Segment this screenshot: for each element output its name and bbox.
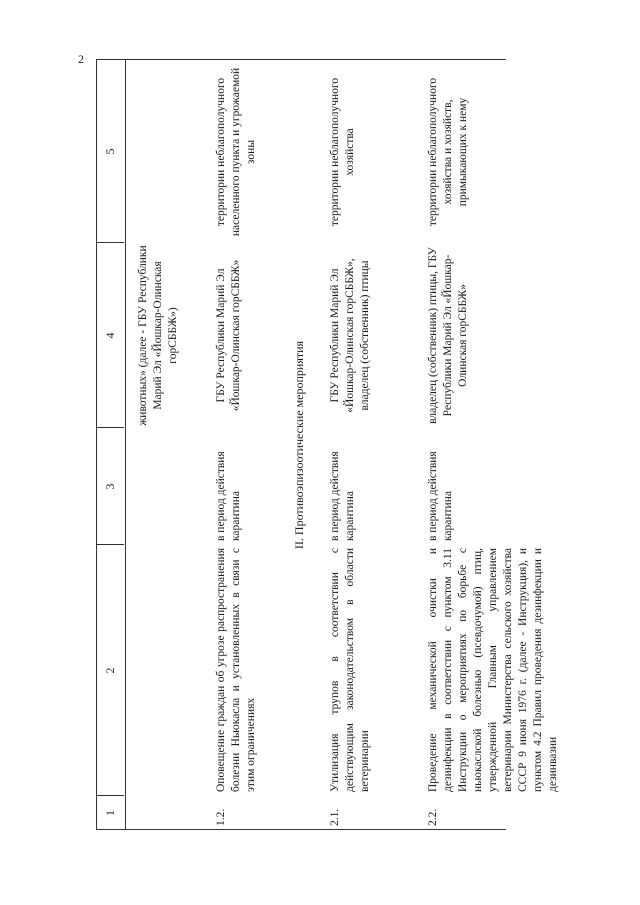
- grid-line: [96, 427, 124, 428]
- row-period: в период действия карантина: [427, 451, 454, 541]
- row-number: 1.2.: [215, 808, 227, 826]
- row-period: в период действия карантина: [329, 451, 356, 541]
- grid-line: [96, 242, 124, 243]
- row-event: Утилизация трупов в соответствии с действующим законодательством в области ветеринарии: [329, 548, 371, 792]
- grid-line: [96, 795, 124, 796]
- row-responsible: ГБУ Республики Марий Эл «Йошкар-Олинская горСББЖ»: [215, 259, 242, 412]
- row-number: 2.2.: [427, 808, 439, 826]
- row-event: Проведение механической очистки и дезинфекции в соответствии с пунктом 3.11 Инструкции о мероприятиях по борьбе с ньюкаслской болезнью (псевдочумой) птиц, утвержденной Главным управлением ветеринарии Министерства сельского хозяйства СССР 9 июня 1976 г. (далее - Инструкция), и пунктом 4.2 Правил проведения дезинфекции и дезинвазии: [427, 548, 559, 792]
- row-place: территории неблагополучного хозяйства: [329, 77, 356, 227]
- row-responsible: владелец (собственник) птицы, ГБУ Республики Марий Эл «Йошкар-Олинская горСББЖ»: [427, 247, 469, 424]
- section-title: II. Противоэпизоотические мероприятия: [292, 340, 306, 550]
- column-header-4: 4: [103, 332, 117, 339]
- column-header-1: 1: [103, 810, 117, 816]
- page-number: 2: [78, 52, 84, 66]
- row-place: территории неблагополучного хозяйства и хозяйств, примыкающих к нему: [427, 77, 469, 227]
- column-header-3: 3: [103, 483, 117, 490]
- table-header-row: [96, 60, 126, 830]
- measures-table: [96, 60, 559, 830]
- row-responsible: ГБУ Республики Марий Эл «Йошкар-Олинская горСББЖ», владелец (собственник) птицы: [329, 258, 371, 413]
- row-number: 2.1.: [329, 808, 341, 826]
- continuation-responsible: животных» (далее - ГБУ Республики Марий Эл «Йошкар-Олинская горСББЖ»): [137, 245, 179, 426]
- grid-line: [96, 544, 124, 545]
- row-place: территории неблагополучного населенного пункта и угрожаемой зоны: [215, 67, 257, 237]
- column-header-2: 2: [103, 667, 117, 674]
- row-event: Оповещение граждан об угрозе распространения болезни Ньюкасла и установленных в связи с этим ограничениях: [215, 548, 257, 792]
- column-header-5: 5: [103, 148, 117, 155]
- row-period: в период действия карантина: [215, 451, 242, 541]
